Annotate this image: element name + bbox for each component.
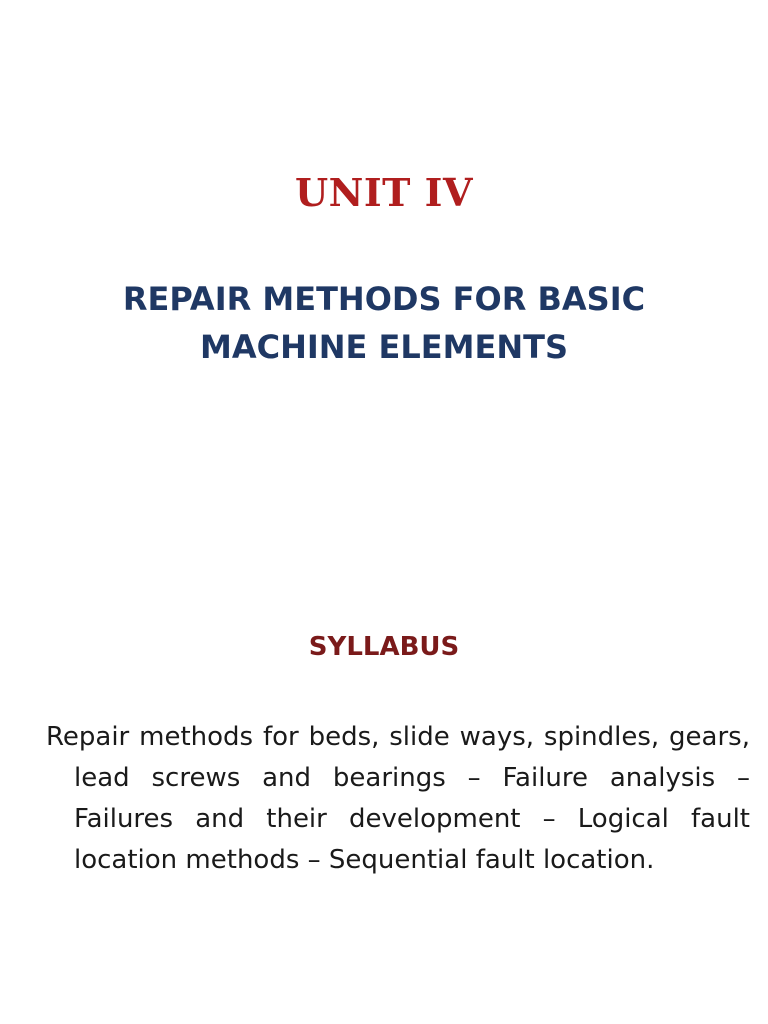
syllabus-body: Repair methods for beds, slide ways, spindles, gears, lead screws and bearings – Failure analysis –Failures and their development – Logical fault location methods – Sequential fault location.	[46, 722, 750, 875]
syllabus-slide	[0, 512, 768, 1024]
subtitle-line-1: REPAIR METHODS FOR BASIC	[122, 280, 646, 318]
subtitle-line-2: MACHINE ELEMENTS	[199, 328, 569, 366]
unit-subtitle	[60, 275, 708, 371]
syllabus-heading: SYLLABUS	[308, 632, 460, 662]
unit-title: UNIT IV	[295, 170, 473, 215]
